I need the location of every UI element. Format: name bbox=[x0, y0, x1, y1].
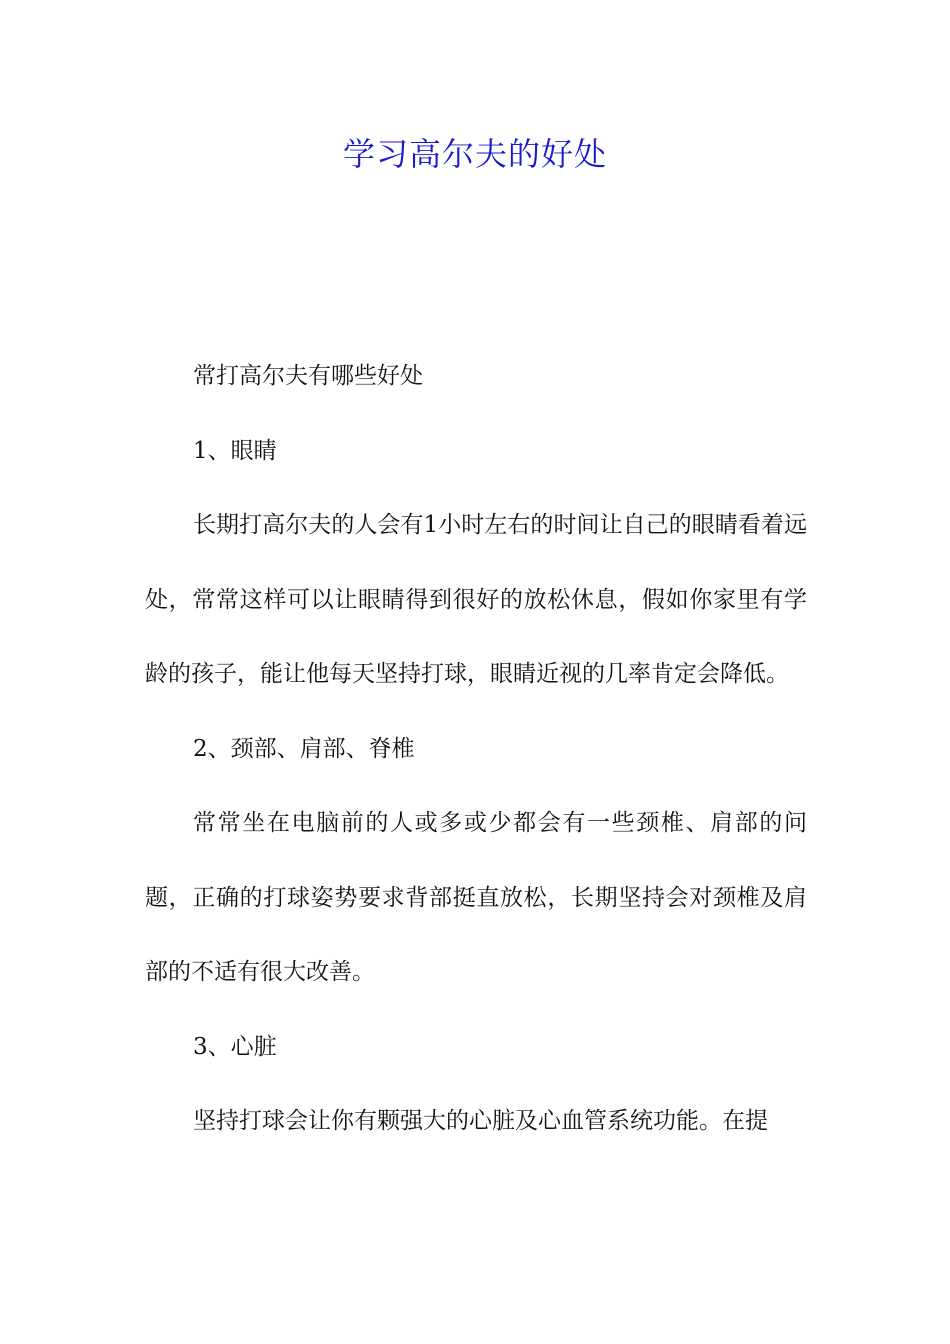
item-heading-heart: 3、心脏 bbox=[193, 1033, 277, 1060]
document-body bbox=[145, 339, 807, 1159]
paragraph-heart: 坚持打球会让你有颗强大的心脏及心血管系统功能。在提 bbox=[193, 1108, 768, 1134]
section-heading: 常打高尔夫有哪些好处 bbox=[193, 363, 423, 389]
paragraph-eyes: 长期打高尔夫的人会有1小时左右的时间让自己的眼睛看着远处，常常这样可以让眼睛得到很好的放松休息，假如你家里有学龄的孩子，能让他每天坚持打球，眼睛近视的几率肯定会降低。 bbox=[145, 512, 807, 687]
document-title: 学习高尔夫的好处 bbox=[342, 135, 607, 173]
item-heading-eyes: 1、眼睛 bbox=[193, 437, 277, 464]
paragraph-neck: 常常坐在电脑前的人或多或少都会有一些颈椎、肩部的问题，正确的打球姿势要求背部挺直放松，长期坚持会对颈椎及肩部的不适有很大改善。 bbox=[145, 810, 807, 985]
item-heading-neck: 2、颈部、肩部、脊椎 bbox=[193, 735, 415, 762]
